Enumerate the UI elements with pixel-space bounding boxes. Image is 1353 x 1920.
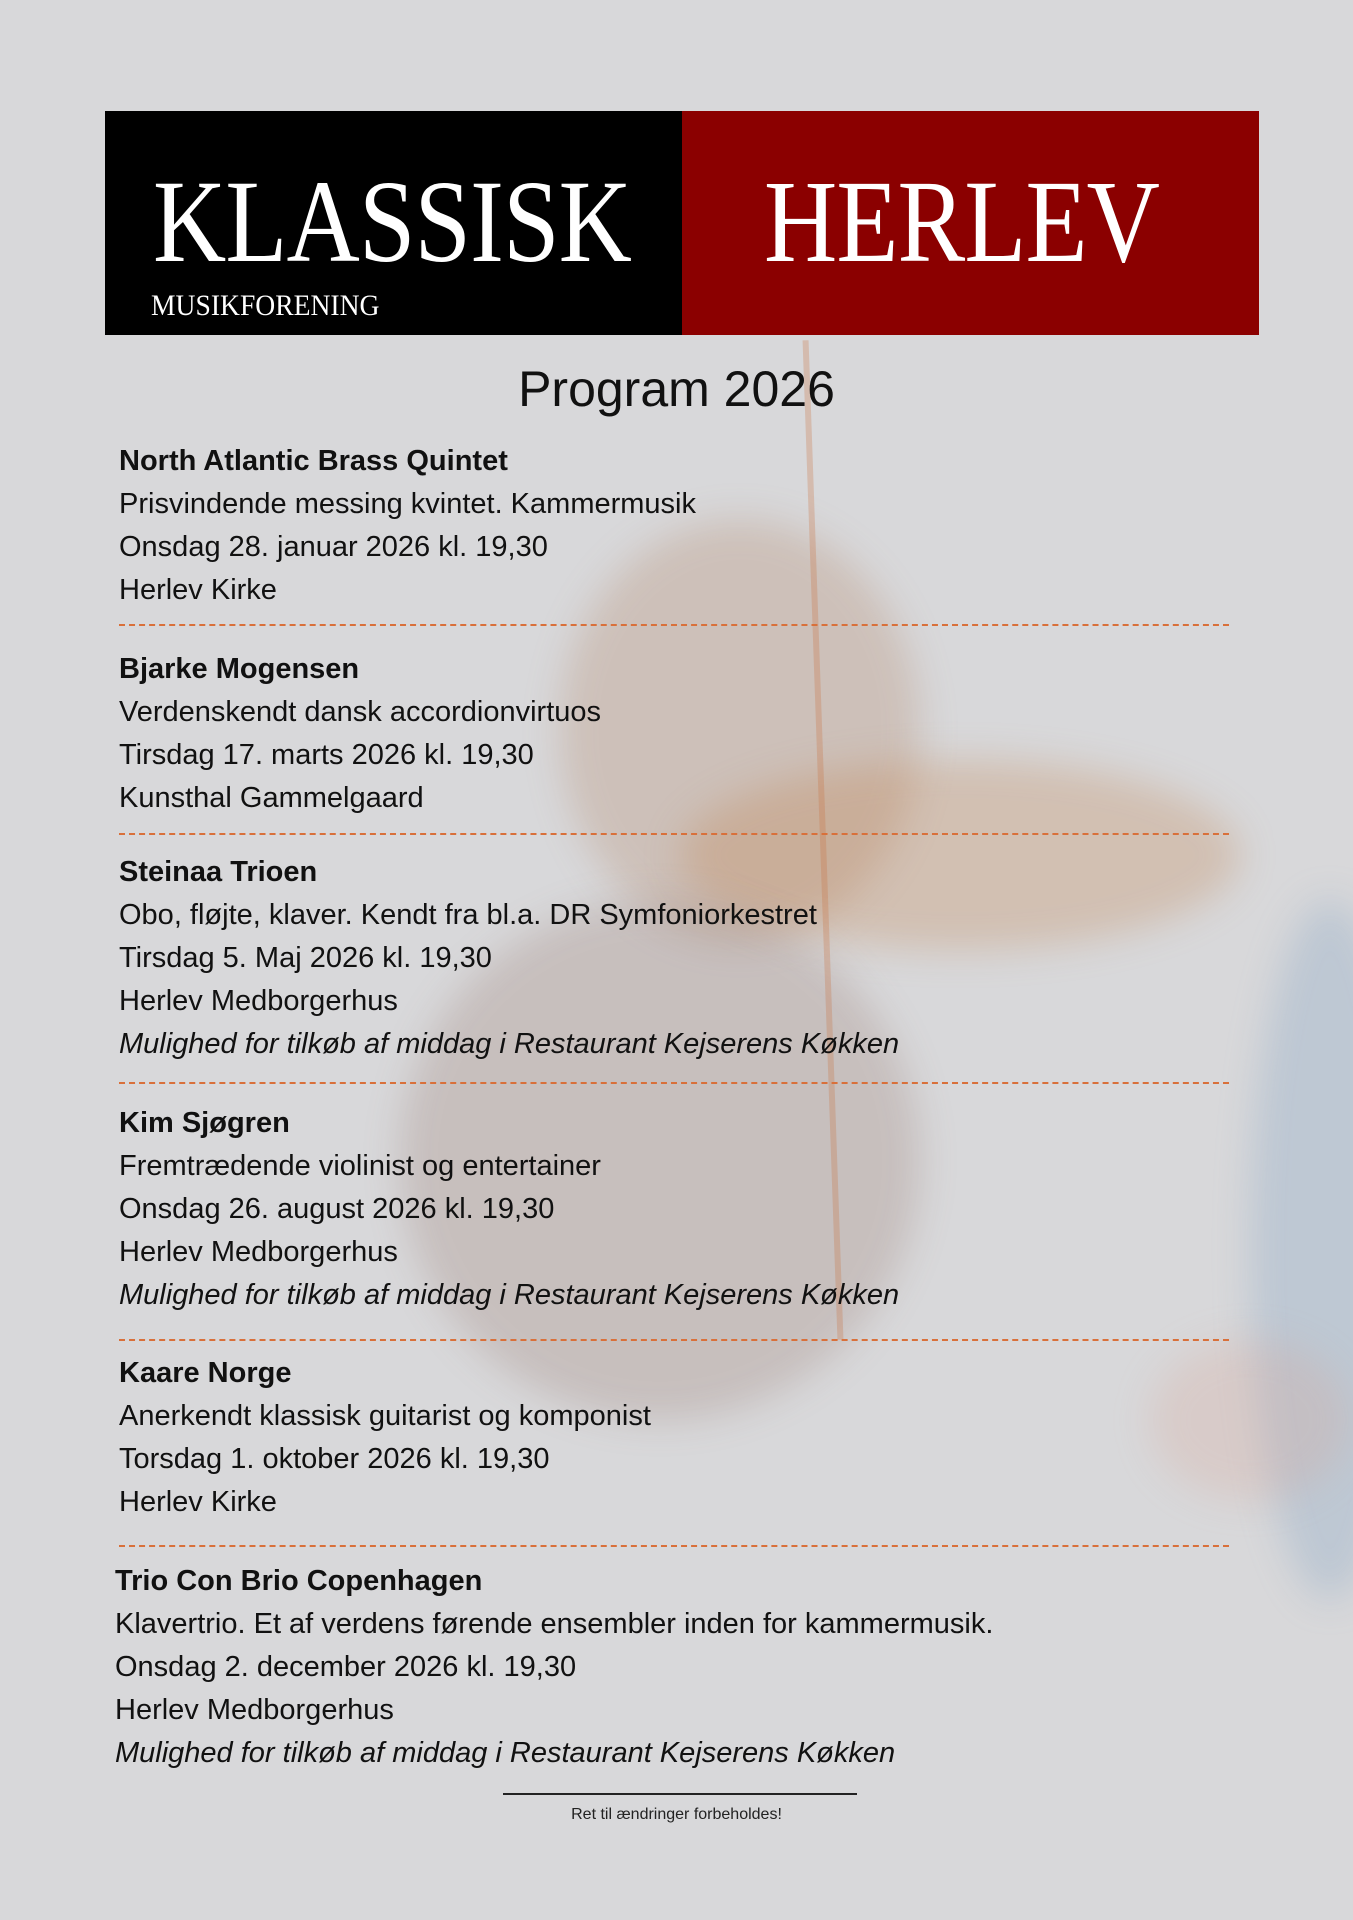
event-date: Onsdag 26. august 2026 kl. 19,30 (119, 1193, 555, 1225)
event-note: Mulighed for tilkøb af middag i Restaurant Kejserens Køkken (119, 1028, 900, 1060)
footer-rule (503, 1793, 857, 1795)
event-date: Tirsdag 17. marts 2026 kl. 19,30 (119, 739, 534, 771)
event-item (119, 1102, 1239, 1317)
event-date: Tirsdag 5. Maj 2026 kl. 19,30 (119, 942, 492, 974)
event-item (119, 851, 1239, 1066)
event-description: Fremtrædende violinist og entertainer (119, 1150, 601, 1182)
page-title: Program 2026 (518, 361, 835, 417)
divider (119, 833, 1229, 835)
event-name: Steinaa Trioen (119, 856, 318, 888)
event-venue: Herlev Medborgerhus (119, 985, 398, 1017)
event-venue: Herlev Medborgerhus (119, 1236, 398, 1268)
event-item (119, 440, 1239, 612)
divider (119, 624, 1229, 626)
logo-herlev: HERLEV (764, 156, 1160, 287)
logo-right-panel (682, 111, 1259, 335)
event-description: Obo, fløjte, klaver. Kendt fra bl.a. DR Symfoniorkestret (119, 899, 817, 931)
event-item (115, 1560, 1235, 1775)
logo-musikforening: MUSIKFORENING (151, 289, 380, 322)
event-date: Onsdag 2. december 2026 kl. 19,30 (115, 1651, 577, 1683)
event-note: Mulighed for tilkøb af middag i Restaurant Kejserens Køkken (115, 1737, 896, 1769)
divider (119, 1545, 1229, 1547)
logo-left-panel (105, 111, 682, 335)
event-description: Prisvindende messing kvintet. Kammermusik (119, 488, 696, 520)
divider (119, 1339, 1229, 1341)
event-venue: Kunsthal Gammelgaard (119, 782, 424, 814)
event-name: Trio Con Brio Copenhagen (115, 1565, 483, 1597)
divider (119, 1082, 1229, 1084)
event-note: Mulighed for tilkøb af middag i Restaurant Kejserens Køkken (119, 1279, 900, 1311)
footer-disclaimer: Ret til ændringer forbeholdes! (571, 1806, 782, 1823)
event-item (119, 648, 1239, 820)
logo-klassisk: KLASSISK (153, 156, 632, 287)
event-venue: Herlev Kirke (119, 1486, 277, 1518)
logo-banner (105, 111, 1259, 335)
event-name: North Atlantic Brass Quintet (119, 445, 508, 477)
event-venue: Herlev Kirke (119, 574, 277, 606)
event-description: Verdenskendt dansk accordionvirtuos (119, 696, 602, 728)
event-description: Anerkendt klassisk guitarist og komponist (119, 1400, 651, 1432)
event-venue: Herlev Medborgerhus (115, 1694, 394, 1726)
event-name: Kaare Norge (119, 1357, 292, 1389)
event-item (119, 1352, 1239, 1524)
event-date: Torsdag 1. oktober 2026 kl. 19,30 (119, 1443, 550, 1475)
event-name: Bjarke Mogensen (119, 653, 360, 685)
event-name: Kim Sjøgren (119, 1107, 290, 1139)
event-date: Onsdag 28. januar 2026 kl. 19,30 (119, 531, 548, 563)
event-description: Klavertrio. Et af verdens førende ensembler inden for kammermusik. (115, 1608, 994, 1640)
